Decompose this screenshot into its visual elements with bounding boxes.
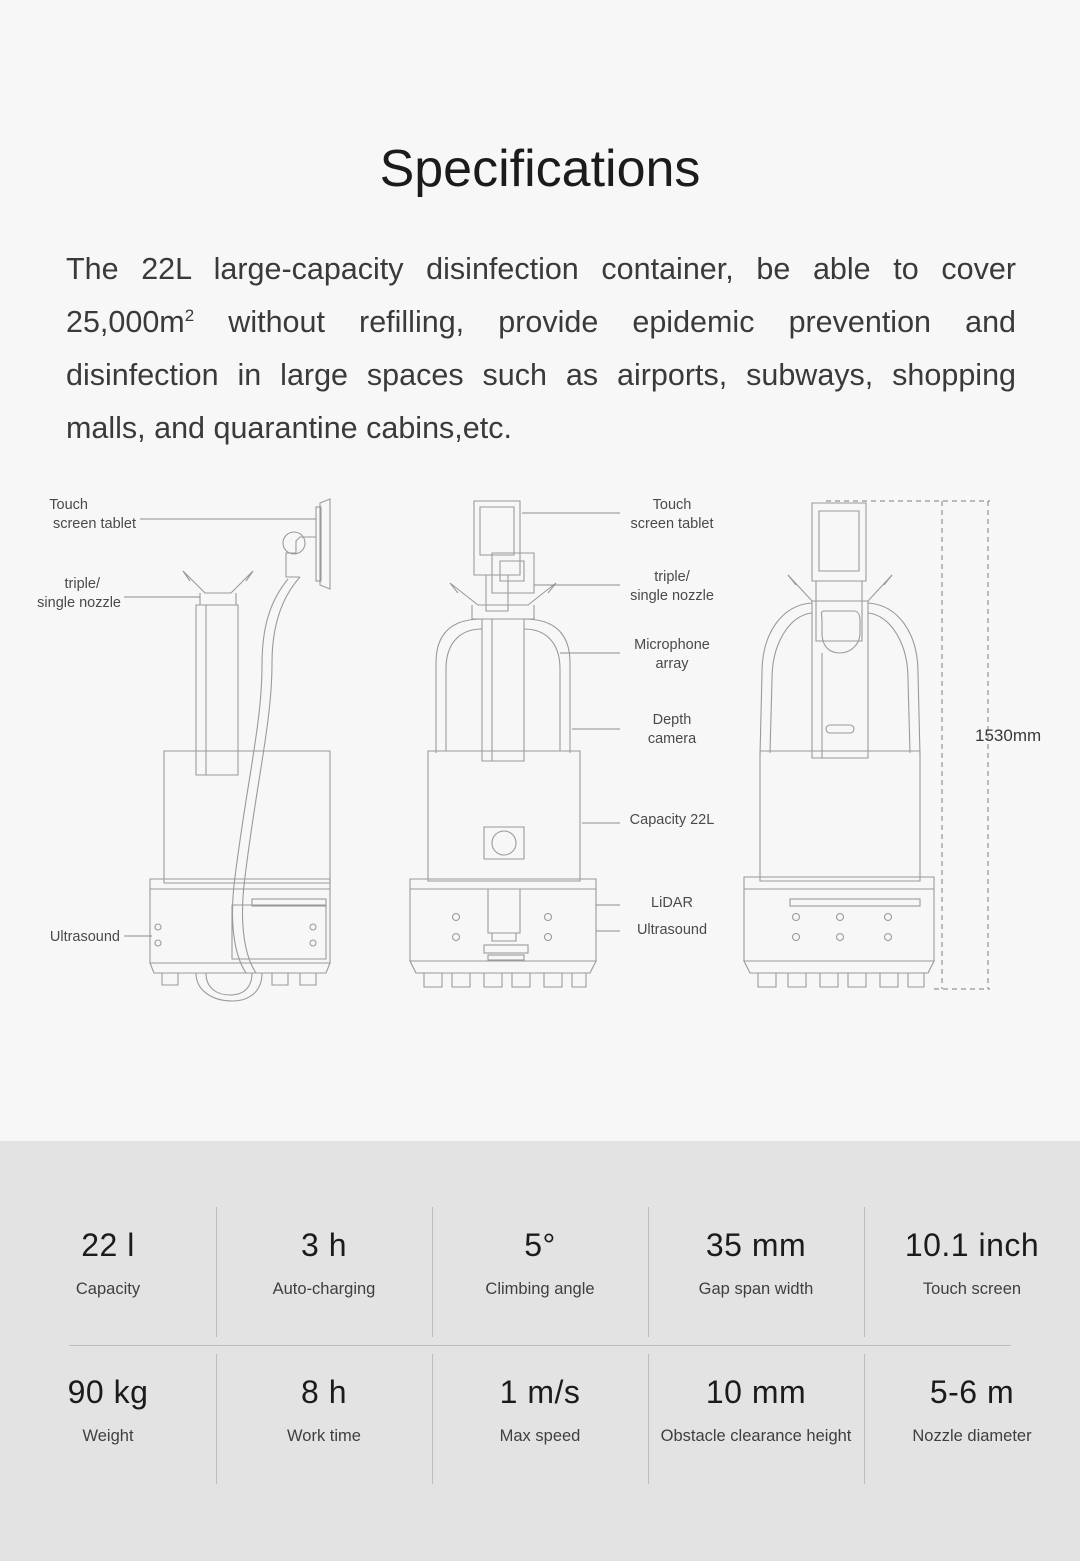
- spec-row-1: [0, 1199, 1080, 1345]
- spec-value: 35 mm: [705, 1226, 807, 1263]
- intro-paragraph: [66, 243, 1016, 455]
- spec-cell-gap-span-width: [648, 1199, 864, 1345]
- spec-row-2: [0, 1346, 1080, 1492]
- spec-cell-capacity: [0, 1199, 216, 1345]
- intro-line-2b: without refilling, provide epidemic: [194, 304, 755, 339]
- intro-line-5: cabins,etc.: [366, 410, 512, 445]
- label-front-touch-2: screen tablet: [630, 515, 714, 532]
- spec-value: 10 mm: [705, 1373, 807, 1410]
- perspective-view-drawing: [744, 501, 990, 989]
- label-ultrasound-side: Ultrasound: [49, 928, 120, 945]
- spec-value: 10.1 inch: [904, 1226, 1040, 1263]
- label-nozzle-1: triple/: [64, 575, 100, 592]
- label-microphone-2: array: [655, 655, 689, 672]
- label-height-dimension: 1530mm: [975, 725, 1042, 745]
- label-nozzle-2: single nozzle: [37, 594, 121, 611]
- spec-label: Obstacle clearance height: [660, 1426, 852, 1445]
- spec-cell-obstacle-clearance: [648, 1346, 864, 1492]
- front-view-drawing: [410, 501, 620, 987]
- spec-label: Gap span width: [698, 1279, 814, 1298]
- label-front-touch-1: Touch: [652, 496, 692, 513]
- spec-label: Auto-charging: [272, 1279, 376, 1298]
- spec-value: 5°: [524, 1226, 556, 1263]
- label-capacity: Capacity 22L: [629, 811, 715, 828]
- spec-value: 3 h: [301, 1226, 347, 1263]
- label-touch-screen-2: screen tablet: [52, 515, 136, 532]
- specifications-page: [0, 35, 1080, 1561]
- side-view-drawing: [124, 499, 330, 1001]
- intro-area-unit: $m^2$: [159, 304, 195, 339]
- spec-value: 8 h: [301, 1373, 347, 1410]
- spec-label: Touch screen: [922, 1279, 1022, 1298]
- spec-label: Climbing angle: [485, 1279, 595, 1298]
- label-lidar: LiDAR: [651, 894, 693, 911]
- label-depth-1: Depth: [652, 711, 692, 728]
- intro-area-exponent: 2: [184, 305, 195, 325]
- spec-cell-nozzle-diameter: [864, 1346, 1080, 1492]
- spec-value: 5-6 m: [929, 1373, 1015, 1410]
- spec-cell-auto-charging: [216, 1199, 432, 1345]
- label-front-nozzle-1: triple/: [654, 568, 690, 585]
- label-front-nozzle-2: single nozzle: [630, 587, 714, 604]
- spec-value: 22 l: [81, 1226, 135, 1263]
- spec-label: Weight: [82, 1426, 134, 1445]
- spec-cell-touch-screen: [864, 1199, 1080, 1345]
- label-microphone-1: Microphone: [634, 636, 710, 653]
- intro-line-2a: to cover 25,000: [66, 251, 1016, 339]
- robot-diagrams: [0, 493, 1080, 1053]
- page-title: Specifications: [379, 139, 701, 198]
- spec-label: Nozzle diameter: [912, 1426, 1032, 1445]
- diagram-svg: [0, 493, 1080, 1053]
- spec-value: 90 kg: [67, 1373, 149, 1410]
- spec-table-section: [0, 1141, 1080, 1561]
- spec-cell-work-time: [216, 1346, 432, 1492]
- intro-line-4: airports, subways, shopping malls, and quarantine: [66, 357, 1016, 445]
- spec-label: Max speed: [499, 1426, 581, 1445]
- intro-line-1: The 22L large-capacity disinfection container, be able: [66, 251, 871, 286]
- spec-value: 1 m/s: [499, 1373, 581, 1410]
- spec-cell-max-speed: [432, 1346, 648, 1492]
- spec-label: Work time: [287, 1426, 361, 1445]
- spec-label: Capacity: [75, 1279, 141, 1298]
- spec-cell-weight: [0, 1346, 216, 1492]
- label-depth-2: camera: [647, 730, 697, 747]
- label-touch-screen-1: Touch: [49, 496, 88, 513]
- label-ultrasound-front: Ultrasound: [636, 921, 708, 938]
- spec-cell-climbing-angle: [432, 1199, 648, 1345]
- spec-table: [0, 1199, 1080, 1492]
- intro-line-3: prevention and disinfection in large spaces such as: [66, 304, 1016, 392]
